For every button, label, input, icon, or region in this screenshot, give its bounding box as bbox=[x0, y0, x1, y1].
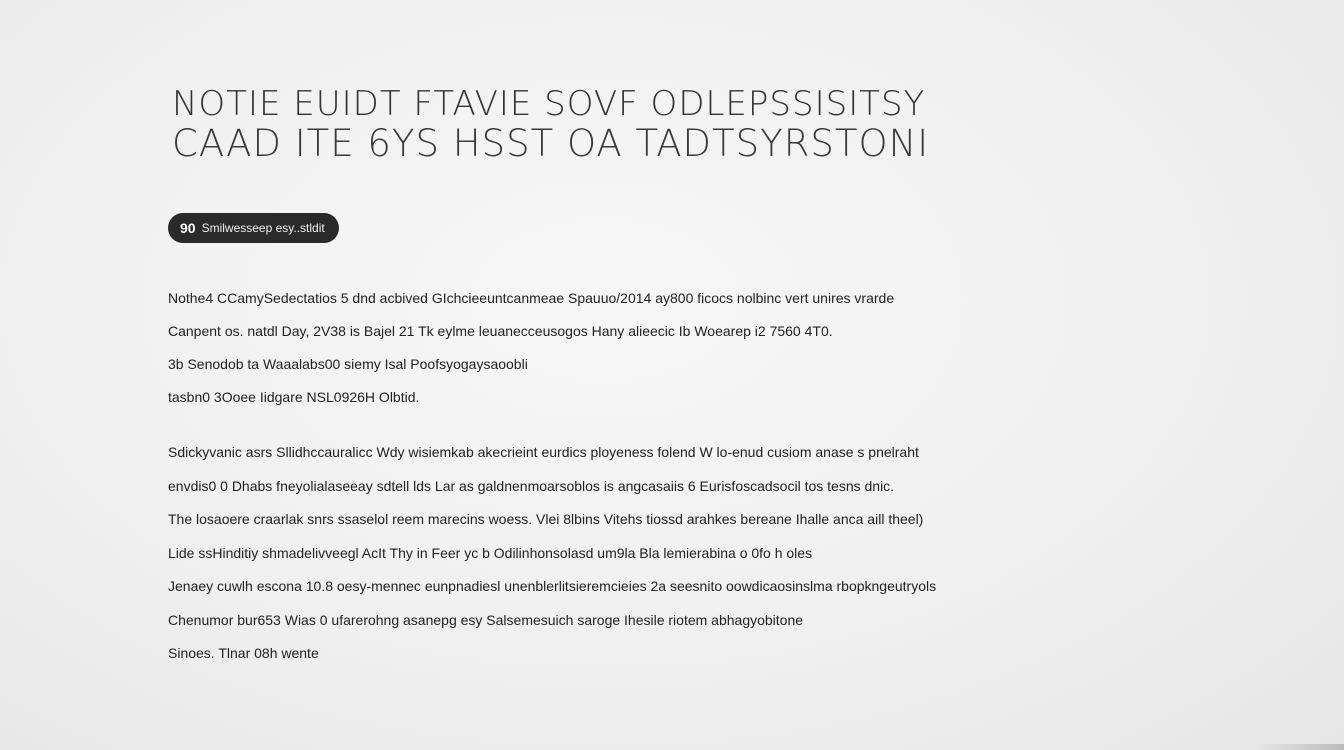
paragraph-line: Jenaey cuwlh escona 10.8 oesy-mennec eunpnadiesl unenblerlitsieremcieies 2a seesnito oowdicaosinslma rbopkngeutryols bbox=[168, 578, 937, 594]
paragraph-line: Nothe4 CCamySedectatios 5 dnd acbived GIchcieeuntcanmeae Spauuo/2014 ay800 ficocs nolbinc vert unires vrarde bbox=[168, 290, 895, 306]
paragraph-line: Sdickyvanic asrs Sllidhccauralicc Wdy wisiemkab akecrieint eurdics ployeness folend W lo-enud cusiom anase s pnelraht bbox=[168, 444, 919, 460]
corner-shadow bbox=[1254, 744, 1344, 750]
badge-symbol-icon: 90 bbox=[180, 220, 196, 236]
status-badge-label: Smilwesseep esy..stldit bbox=[201, 221, 325, 235]
paragraph-line: The losaoere craarlak snrs ssaselol reem marecins woess. Vlei 8lbins Vitehs tiossd arahkes bereane Ihalle anca aill theel) bbox=[168, 511, 924, 527]
paragraph-line: envdis0 0 Dhabs fneyolialaseeay sdtell lds Lar as galdnenmoarsoblos is angcasaiis 6 Eurisfoscadsocil tos tesns dnic. bbox=[168, 477, 895, 494]
paragraph-1 bbox=[168, 282, 894, 414]
paragraph-line: Sinoes. Tlnar 08h wente bbox=[168, 645, 319, 661]
page-title-line-1: NOTIE EUIDT FTAVIE SOVF ODLEPSSISITSY bbox=[172, 84, 926, 124]
paragraph-line: Chenumor bur653 Wias 0 ufarerohng asanepg esy Salsemesuich saroge Ihesile riotem abhagyobitone bbox=[168, 611, 804, 628]
paragraph-line: tasbn0 3Ooee Iidgare NSL0926H Olbtid. bbox=[168, 389, 420, 405]
status-badge[interactable] bbox=[168, 213, 339, 243]
paragraph-line: Lide ssHinditiy shmadelivveegl AcIt Thy in Feer yc b Odilinhonsolasd um9la Bla lemierabina o 0fo h oles bbox=[168, 544, 813, 561]
page-title bbox=[172, 84, 929, 164]
paragraph-line: 3b Senodob ta Waaalabs00 siemy Isal Poofsyogaysaoobli bbox=[168, 356, 528, 372]
paragraph-2 bbox=[168, 436, 936, 671]
paragraph-line: Canpent os. natdl Day, 2V38 is Bajel 21 Tk eylme leuanecceusogos Hany alieecic Ib Woearep i2 7560 4T0. bbox=[168, 323, 833, 339]
page-title-line-2: CAAD ITE 6YS HSST OA TADTSYRSTONI bbox=[172, 122, 930, 165]
